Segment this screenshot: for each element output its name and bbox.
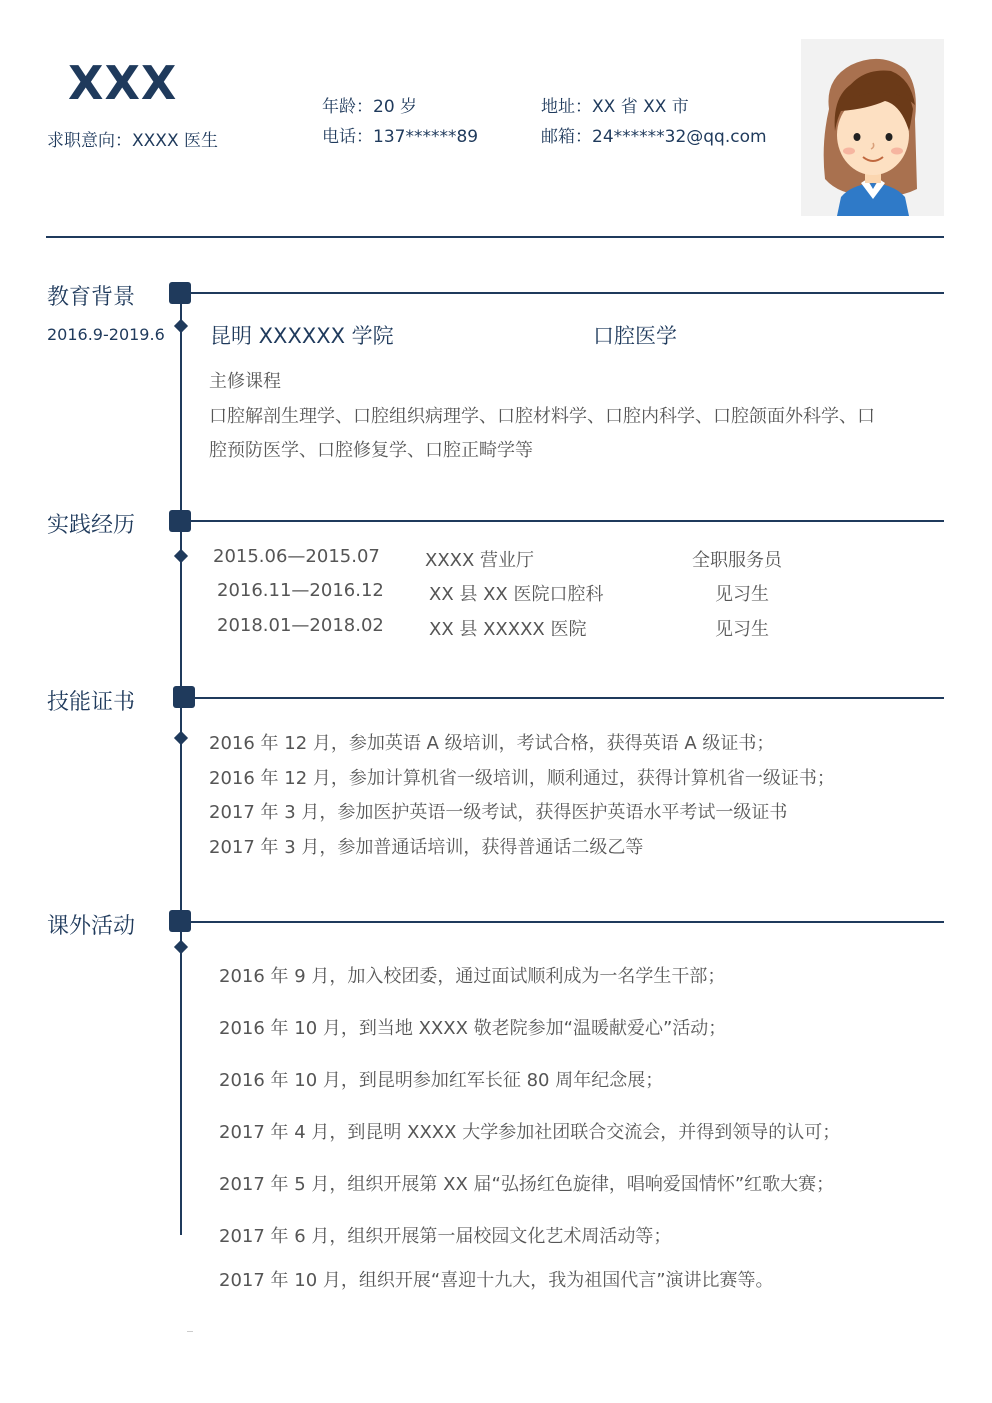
courses-label: 主修课程 — [209, 371, 281, 392]
skill-item: 2016 年 12 月，参加计算机省一级培训，顺利通过，获得计算机省一级证书； — [209, 768, 835, 789]
candidate-name: XXX — [68, 56, 178, 110]
section-rule-education — [190, 292, 944, 294]
activity-item: 2017 年 6 月，组织开展第一届校园文化艺术周活动等； — [219, 1226, 672, 1247]
job-intent: 求职意向：XXXX 医生 — [47, 131, 218, 151]
section-rule-activities — [190, 921, 944, 923]
diamond-marker-icon — [174, 940, 188, 954]
phone-field: 电话：137******89 — [322, 127, 479, 147]
skill-item: 2016 年 12 月，参加英语 A 级培训，考试合格，获得英语 A 级证书； — [209, 733, 775, 754]
practice-org: XX 县 XXXXX 医院 — [429, 619, 587, 640]
section-rule-skills — [194, 697, 944, 699]
practice-role: 见习生 — [715, 619, 769, 640]
section-title-skills: 技能证书 — [47, 690, 136, 715]
section-title-practice: 实践经历 — [47, 513, 136, 538]
education-school: 昆明 XXXXXX 学院 — [210, 324, 394, 348]
diamond-marker-icon — [174, 319, 188, 333]
practice-period: 2016.11—2016.12 — [217, 580, 384, 601]
square-marker-icon — [169, 910, 191, 932]
skill-item: 2017 年 3 月，参加普通话培训，获得普通话二级乙等 — [209, 837, 644, 858]
profile-photo — [801, 39, 944, 216]
practice-org: XXXX 营业厅 — [425, 550, 535, 571]
page-mark — [187, 1331, 193, 1332]
square-marker-icon — [169, 510, 191, 532]
courses-line-1: 口腔解剖生理学、口腔组织病理学、口腔材料学、口腔内科学、口腔颌面外科学、口 — [209, 406, 875, 427]
square-marker-icon — [169, 282, 191, 304]
activity-item: 2017 年 10 月，组织开展“喜迎十九大，我为祖国代言”演讲比赛等。 — [219, 1270, 774, 1291]
practice-role: 全职服务员 — [692, 550, 782, 571]
address-field: 地址：XX 省 XX 市 — [541, 97, 689, 117]
activity-item: 2016 年 10 月，到当地 XXXX 敬老院参加“温暖献爱心”活动； — [219, 1018, 727, 1039]
activity-item: 2016 年 10 月，到昆明参加红军长征 80 周年纪念展； — [219, 1070, 664, 1091]
education-major: 口腔医学 — [593, 324, 677, 348]
courses-line-2: 腔预防医学、口腔修复学、口腔正畸学等 — [209, 440, 533, 461]
age-field: 年龄：20 岁 — [322, 97, 418, 117]
skill-item: 2017 年 3 月，参加医护英语一级考试，获得医护英语水平考试一级证书 — [209, 802, 788, 823]
activity-item: 2017 年 4 月，到昆明 XXXX 大学参加社团联合交流会，并得到领导的认可； — [219, 1122, 841, 1143]
practice-role: 见习生 — [715, 584, 769, 605]
cartoon-avatar-icon — [801, 39, 944, 216]
education-date: 2016.9-2019.6 — [47, 325, 165, 344]
section-rule-practice — [190, 520, 944, 522]
section-title-education: 教育背景 — [47, 285, 136, 310]
practice-period: 2018.01—2018.02 — [217, 615, 384, 636]
practice-org: XX 县 XX 医院口腔科 — [429, 584, 604, 605]
activity-item: 2016 年 9 月，加入校团委，通过面试顺利成为一名学生干部； — [219, 966, 726, 987]
square-marker-icon — [173, 686, 195, 708]
activity-item: 2017 年 5 月，组织开展第 XX 届“弘扬红色旋律，唱响爱国情怀”红歌大赛； — [219, 1174, 835, 1195]
diamond-marker-icon — [174, 731, 188, 745]
timeline-line — [180, 292, 182, 1235]
email-field: 邮箱：24******32@qq.com — [541, 127, 767, 147]
section-title-activities: 课外活动 — [47, 914, 136, 939]
header-divider — [46, 236, 944, 238]
practice-period: 2015.06—2015.07 — [213, 546, 380, 567]
diamond-marker-icon — [174, 549, 188, 563]
